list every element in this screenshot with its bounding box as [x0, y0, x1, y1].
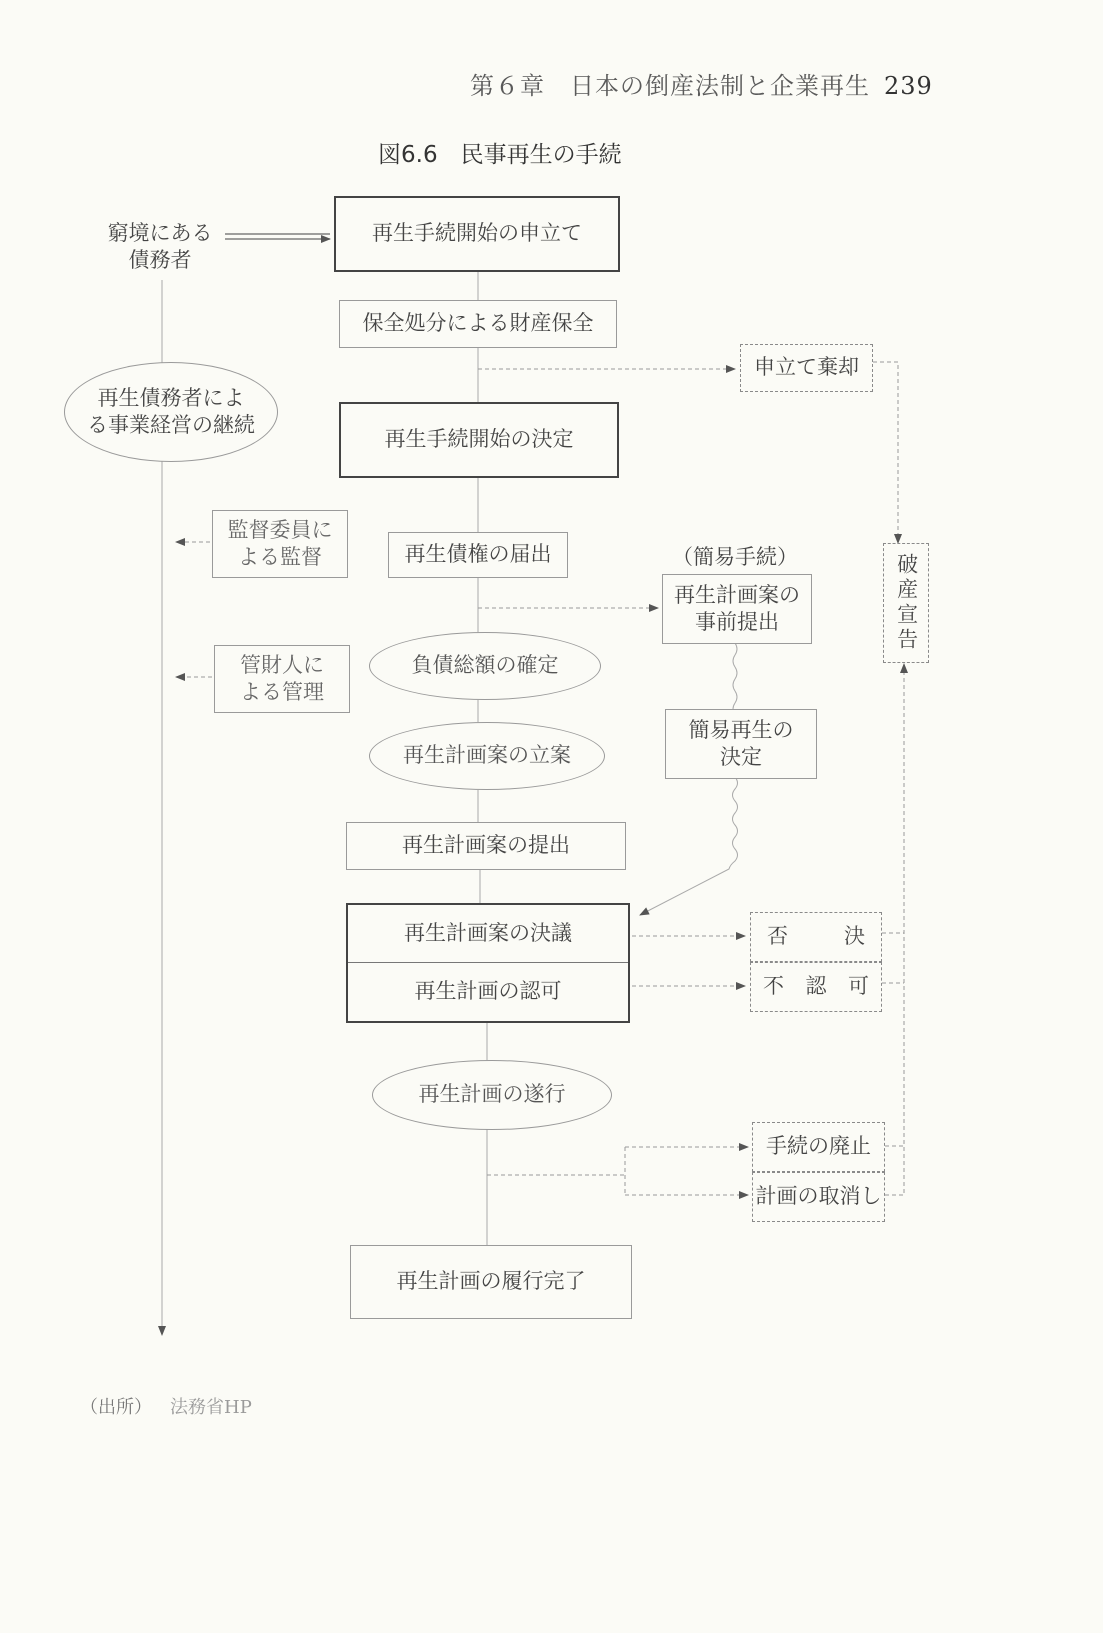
revocation-node	[752, 1172, 885, 1222]
bankruptcy-text: 破産宣告	[894, 553, 919, 653]
plan-execution-node	[372, 1060, 612, 1130]
commencement-node	[339, 402, 619, 478]
preservation-node	[339, 300, 617, 348]
non-approval-node	[750, 962, 882, 1012]
plan-drafting-node	[369, 722, 605, 790]
debtor-line1: 窮境にある	[107, 221, 213, 245]
source-label: （出所）	[80, 1397, 152, 1418]
bankruptcy-node	[883, 543, 929, 663]
rejection-char-2: 決	[844, 924, 865, 949]
simplified-label: （簡易手続）	[672, 545, 798, 569]
petition-node	[334, 196, 620, 272]
page-number: 239	[884, 72, 933, 100]
simplified-decision-text: 簡易再生の 決定	[688, 717, 794, 769]
plan-drafting-text: 再生計画案の立案	[403, 743, 571, 768]
abolition-text: 手続の廃止	[766, 1134, 871, 1159]
advance-plan-node	[662, 574, 812, 644]
supervision-text: 監督委員に よる監督	[227, 517, 333, 569]
claims-filing-node	[388, 532, 568, 578]
plan-approval-node	[348, 963, 628, 1021]
source-value: 法務省HP	[170, 1397, 252, 1418]
trustee-text: 管財人に よる管理	[240, 652, 324, 704]
preservation-text: 保全処分による財産保全	[362, 311, 594, 336]
plan-resolution-text: 再生計画案の決議	[404, 920, 572, 945]
plan-approval-text: 再生計画の認可	[414, 979, 562, 1004]
simplified-to-resolution	[640, 777, 738, 915]
continuation-text: 再生債務者によ る事業経営の継続	[87, 385, 255, 437]
debt-determination-node	[369, 632, 601, 700]
non-approval-char-1: 不	[763, 974, 784, 999]
non-approval-char-3: 可	[848, 974, 869, 999]
figure-title: 図6.6 民事再生の手続	[378, 142, 622, 168]
rejection-node	[750, 912, 882, 962]
completion-node	[350, 1245, 632, 1319]
rejection-char-1: 否	[767, 924, 788, 949]
resolution-approval-group	[346, 903, 630, 1023]
commencement-text: 再生手続開始の決定	[384, 427, 574, 452]
abolition-node	[752, 1122, 885, 1172]
debtor-label	[95, 220, 225, 275]
completion-text: 再生計画の履行完了	[396, 1269, 586, 1294]
header-chapter: 第６章 日本の倒産法制と企業再生	[470, 72, 870, 100]
return-to-bankruptcy	[885, 664, 904, 1195]
source-note	[80, 1393, 252, 1419]
debtor-line2: 債務者	[128, 248, 192, 273]
plan-submission-node	[346, 822, 626, 870]
supervision-node	[212, 510, 348, 578]
advance-plan-text: 再生計画案の 事前提出	[674, 582, 800, 634]
petition-text: 再生手続開始の申立て	[372, 221, 582, 246]
plan-execution-text: 再生計画の遂行	[418, 1082, 566, 1107]
plan-resolution-node	[348, 905, 628, 963]
simplified-decision-node	[665, 709, 817, 779]
dismissal-text: 申立て棄却	[754, 355, 859, 380]
claims-filing-text: 再生債権の届出	[404, 542, 552, 567]
dismissal-to-bankruptcy	[873, 362, 898, 543]
dismissal-node	[740, 344, 873, 392]
continuation-node	[64, 362, 278, 462]
revocation-text: 計画の取消し	[755, 1184, 882, 1209]
plan-submission-text: 再生計画案の提出	[402, 833, 570, 858]
advance-to-simplified	[733, 643, 737, 715]
debt-determination-text: 負債総額の確定	[411, 653, 559, 678]
trustee-node	[214, 645, 350, 713]
non-approval-char-2: 認	[805, 974, 827, 999]
